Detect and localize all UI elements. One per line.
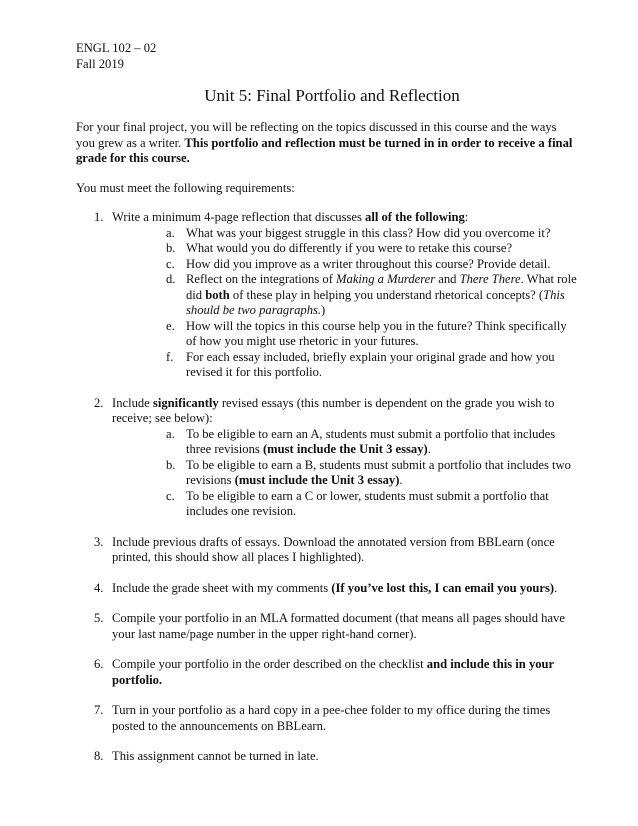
- requirement-item: [76, 749, 578, 765]
- item-number: 5.: [94, 611, 104, 625]
- item-bold: all of the following: [365, 210, 465, 224]
- sub-item: [112, 226, 578, 242]
- sub-item: [112, 350, 578, 381]
- sub-after: .: [427, 442, 431, 456]
- item-number: 4.: [94, 580, 104, 595]
- item-after: :: [464, 210, 469, 224]
- intro-paragraph: [76, 120, 578, 167]
- sub-italic-note: This should be two paragraphs.: [186, 287, 565, 317]
- requirement-item: [76, 210, 578, 381]
- item-text: Turn in your portfolio as a hard copy in a pee-chee folder to my office during the times posted to the announcements on BBLearn.: [112, 703, 551, 733]
- sub-text: of these play in helping you understand rhetorical concepts? (: [229, 287, 544, 302]
- requirement-item: [76, 703, 578, 734]
- title-making-a-murderer: Making a Murderer: [336, 272, 436, 286]
- item-number: 8.: [94, 749, 104, 763]
- requirements-list: [76, 210, 578, 765]
- item-number: 7.: [94, 703, 104, 717]
- item-after: .: [554, 580, 558, 595]
- item-number: 3.: [94, 534, 104, 549]
- sub-letter: f.: [166, 349, 174, 364]
- sub-letter: b.: [166, 241, 176, 255]
- course-code: ENGL 102 – 02: [76, 41, 157, 55]
- item-text: This assignment cannot be turned in late.: [112, 749, 319, 763]
- intro-text: For your final project, you will be reflecting on the topics discussed in this course and the ways you grew as a writer.: [76, 120, 557, 150]
- page-title: Unit 5: Final Portfolio and Reflection: [204, 86, 460, 105]
- sub-letter: e.: [166, 318, 175, 333]
- sub-text: For each essay included, briefly explain your original grade and how you revised it for this portfolio.: [186, 349, 555, 379]
- sub-letter: a.: [166, 426, 175, 441]
- item-text: Include previous drafts of essays. Download the annotated version from BBLearn (once printed, this should show all places I highlighted).: [112, 534, 555, 564]
- sub-text: What would you do differently if you were to retake this course?: [186, 241, 513, 255]
- sub-letter: c.: [166, 488, 175, 503]
- sub-letter: b.: [166, 457, 176, 472]
- term: Fall 2019: [76, 56, 124, 71]
- item-text: Write a minimum 4-page reflection that discusses: [112, 210, 366, 224]
- item-number: 1.: [94, 210, 104, 224]
- requirements-intro: You must meet the following requirements:: [76, 180, 295, 195]
- requirement-item: [76, 657, 578, 688]
- sub-item: [112, 427, 578, 458]
- sub-item: [112, 241, 578, 257]
- sub-text: How did you improve as a writer throughout this course? Provide detail.: [186, 256, 551, 271]
- sub-item: [112, 489, 578, 520]
- sub-text: . What role did: [186, 272, 577, 302]
- sub-text: Reflect on the integrations of: [186, 272, 337, 286]
- sub-list: [112, 226, 578, 381]
- requirement-item: [76, 611, 578, 642]
- sub-text: ): [321, 303, 326, 317]
- sub-letter: a.: [166, 225, 175, 240]
- sub-text: To be eligible to earn an A, students must submit a portfolio that includes three revisions: [186, 426, 556, 456]
- item-text: Include the grade sheet with my comments: [112, 580, 332, 595]
- sub-letter: d.: [166, 272, 176, 286]
- sub-item: [112, 458, 578, 489]
- document-header: [76, 41, 578, 72]
- sub-bold: (must include the Unit 3 essay): [262, 442, 428, 456]
- item-number: 2.: [94, 395, 104, 410]
- requirement-item: [76, 581, 578, 597]
- requirement-item: [76, 396, 578, 520]
- sub-after: .: [399, 473, 403, 487]
- sub-item: [112, 257, 578, 273]
- title-there-there: There There: [459, 272, 521, 286]
- item-text: Include: [112, 395, 153, 410]
- item-text: Compile your portfolio in the order described on the checklist: [112, 657, 427, 671]
- intro-bold: This portfolio and reflection must be turned in in order to receive a final grade for this course.: [76, 135, 573, 165]
- sub-item: [112, 272, 578, 319]
- sub-text: How will the topics in this course help you in the future? Think specifically of how you might use rhetoric in your futures.: [186, 318, 567, 348]
- sub-item: [112, 319, 578, 350]
- item-bold: (If you’ve lost this, I can email you yours): [331, 580, 555, 595]
- sub-text: What was your biggest struggle in this class? How did you overcome it?: [186, 225, 551, 240]
- item-number: 6.: [94, 657, 104, 671]
- sub-bold: both: [205, 287, 230, 302]
- sub-text: To be eligible to earn a B, students must submit a portfolio that includes two revisions: [186, 457, 571, 487]
- item-bold: and include this in your portfolio.: [112, 657, 554, 687]
- requirement-item: [76, 535, 578, 566]
- sub-letter: c.: [166, 256, 175, 271]
- sub-bold: (must include the Unit 3 essay): [234, 473, 400, 487]
- sub-list: [112, 427, 578, 520]
- sub-text: To be eligible to earn a C or lower, students must submit a portfolio that includes one revision.: [186, 488, 549, 518]
- item-after: revised essays (this number is dependent on the grade you wish to receive; see below):: [112, 395, 555, 425]
- item-bold: significantly: [152, 395, 219, 410]
- sub-text: and: [435, 272, 460, 286]
- item-text: Compile your portfolio in an MLA formatted document (that means all pages should have your last name/page number in the upper right-hand corner).: [112, 611, 565, 641]
